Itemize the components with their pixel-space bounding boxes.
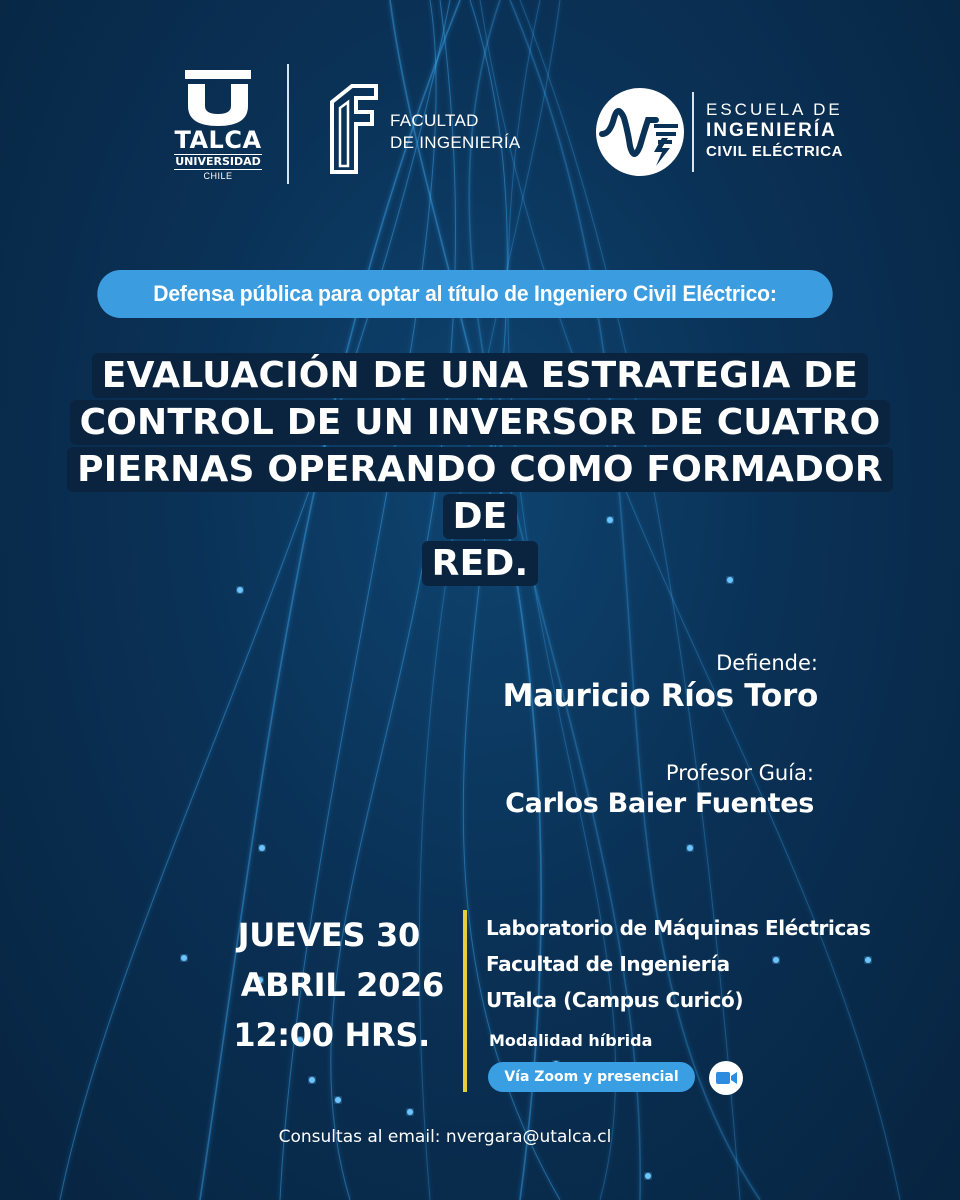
escuela-line2: INGENIERÍA bbox=[706, 120, 837, 141]
glow-dot bbox=[335, 1097, 341, 1103]
glow-dot bbox=[181, 955, 187, 961]
facultad-ingenieria-logo bbox=[328, 82, 568, 176]
facultad-f-logo bbox=[328, 82, 380, 176]
defender-name: Mauricio Ríos Toro bbox=[502, 678, 818, 714]
advisor-label: Profesor Guía: bbox=[665, 761, 814, 785]
yellow-divider bbox=[463, 910, 467, 1092]
universidad-talca-logo bbox=[168, 70, 268, 182]
event-month-year: ABRIL 2026 bbox=[240, 966, 444, 1004]
modalidad-label: Modalidad híbrida bbox=[489, 1031, 653, 1050]
facultad-line1: FACULTAD bbox=[390, 111, 479, 130]
glow-dot bbox=[687, 845, 693, 851]
light-strand bbox=[510, 0, 760, 1200]
talca-name: TALCA bbox=[174, 126, 262, 154]
title-line-1: EVALUACIÓN DE UNA ESTRATEGIA DE bbox=[92, 353, 868, 398]
facultad-line2: DE INGENIERÍA bbox=[390, 133, 521, 152]
event-time: 12:00 HRS. bbox=[233, 1016, 430, 1054]
defender-label: Defiende: bbox=[716, 651, 818, 675]
thesis-title bbox=[40, 352, 920, 587]
eice-divider bbox=[692, 92, 694, 172]
event-day: JUEVES 30 bbox=[237, 916, 420, 954]
glow-dot bbox=[645, 1173, 651, 1179]
zoom-mode-pill: Vía Zoom y presencial bbox=[488, 1062, 695, 1092]
defender-block bbox=[503, 650, 818, 716]
light-strand bbox=[463, 0, 560, 1200]
title-line-3: PIERNAS OPERANDO COMO FORMADOR DE bbox=[67, 447, 893, 539]
wave-lightning-logo bbox=[596, 88, 684, 176]
logo-divider bbox=[287, 64, 289, 184]
location-line-3: UTalca (Campus Curicó) bbox=[486, 988, 744, 1012]
light-strand bbox=[508, 0, 616, 1200]
talca-u-logo bbox=[185, 70, 251, 126]
glow-dot bbox=[237, 587, 243, 593]
talca-university: UNIVERSIDAD bbox=[175, 155, 261, 168]
title-line-2: CONTROL DE UN INVERSOR DE CUATRO bbox=[70, 400, 891, 445]
advisor-name: Carlos Baier Fuentes bbox=[505, 788, 814, 819]
title-line-4: RED. bbox=[422, 541, 539, 586]
escuela-line1: ESCUELA DE bbox=[706, 100, 843, 119]
location-block bbox=[486, 910, 926, 1018]
talca-country: CHILE bbox=[203, 171, 233, 181]
escuela-line3: CIVIL ELÉCTRICA bbox=[706, 143, 844, 160]
light-strand bbox=[480, 0, 900, 1200]
escuela-electrica-logo bbox=[596, 88, 866, 178]
location-line-1: Laboratorio de Máquinas Eléctricas bbox=[486, 916, 871, 940]
advisor-block bbox=[505, 760, 814, 822]
date-time-block bbox=[212, 910, 444, 1060]
light-strand bbox=[469, 0, 640, 1200]
location-line-2: Facultad de Ingeniería bbox=[486, 952, 730, 976]
glow-dot bbox=[407, 1109, 413, 1115]
defense-banner: Defensa pública para optar al título de Ingeniero Civil Eléctrico: bbox=[97, 270, 832, 318]
contact-email: Consultas al email: nvergara@utalca.cl bbox=[278, 1127, 612, 1147]
glow-dot bbox=[259, 845, 265, 851]
video-camera-icon bbox=[709, 1061, 743, 1095]
glow-dot bbox=[309, 1077, 315, 1083]
